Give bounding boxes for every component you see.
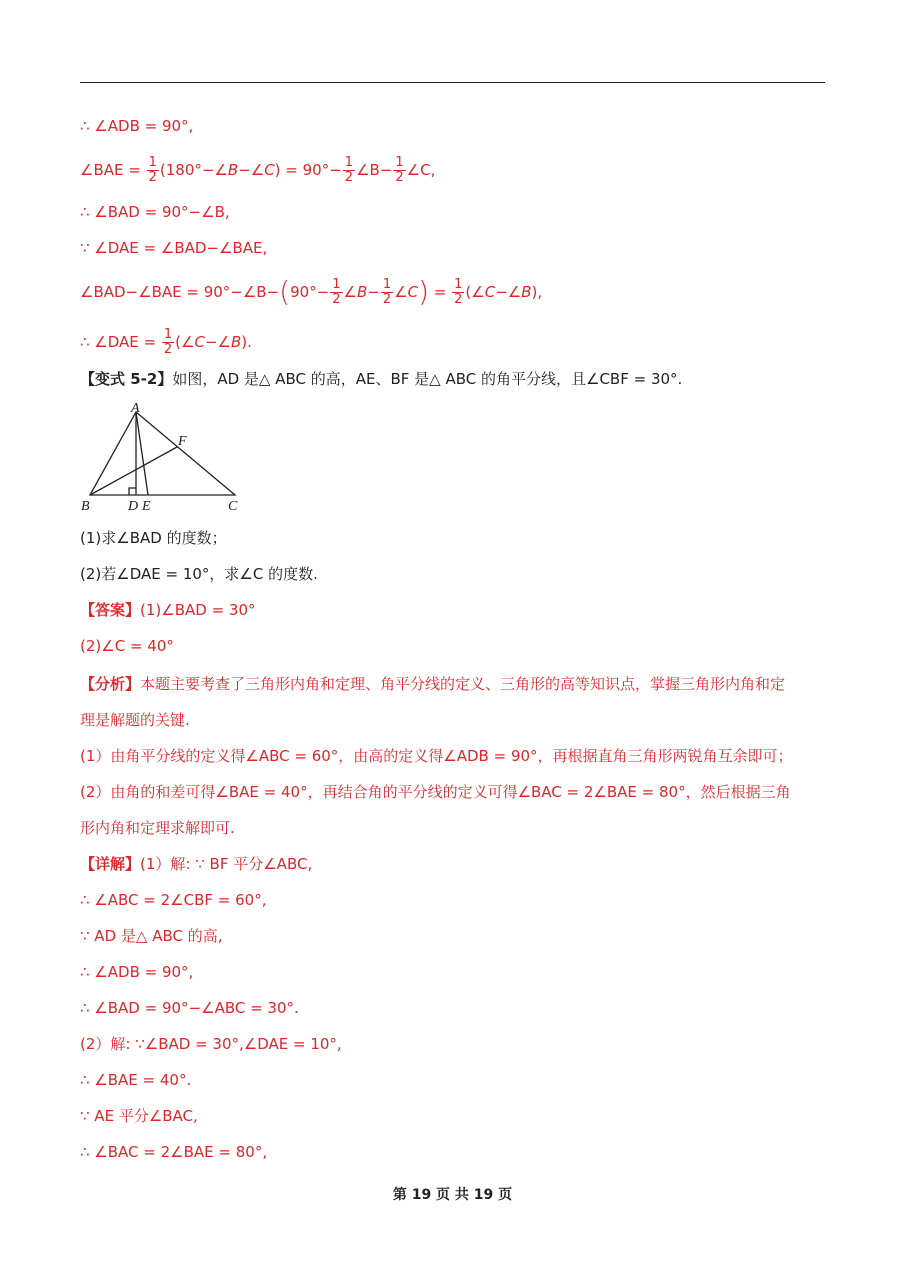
detail-tag: 【详解】 <box>80 855 141 873</box>
header-rule <box>80 82 825 83</box>
detail-5: ∴ ∠BAD = 90°−∠ABC = 30°. <box>80 999 299 1017</box>
detail-6: (2）解: ∵∠BAD = 30°,∠DAE = 10°, <box>80 1035 342 1053</box>
fraction: $\frac{1}{2}$ <box>332 277 341 307</box>
fraction: $\frac{1}{2}$ <box>163 327 173 357</box>
fraction: $\frac{1}{2}$ <box>454 277 463 307</box>
fraction: $\frac{1}{2}$ <box>148 155 157 185</box>
detail-2: ∴ ∠ABC = 2∠CBF = 60°, <box>80 891 267 909</box>
right-angle-mark <box>129 488 136 495</box>
step-bad: ∴ ∠BAD = 90°−∠B, <box>80 203 230 221</box>
label-f: F <box>178 434 187 449</box>
fraction: $\frac{1}{2}$ <box>344 155 354 185</box>
page-footer: 第 19 页 共 19 页 <box>392 1187 513 1203</box>
fraction: $\frac{1}{2}$ <box>382 277 392 307</box>
analysis-2: 理是解题的关键. <box>80 711 190 729</box>
detail-3: ∵ AD 是△ ABC 的高, <box>80 927 223 945</box>
step-dae-diff: ∵ ∠DAE = ∠BAD−∠BAE, <box>80 239 268 257</box>
variant-tag: 【变式 5-2】 <box>80 370 173 388</box>
step-adb-90: ∴ ∠ADB = 90°, <box>80 117 194 135</box>
problem-statement: 【变式 5-2】如图，AD 是△ ABC 的高，AE、BF 是△ ABC 的角平分线，且∠CBF = 30°. <box>80 370 683 388</box>
step-bae-formula: ∠BAE = $\frac{1}{2}$ (180°−∠B−∠C) = 90°− $\frac{1}{2}$ ∠B− $\frac{1}{2}$ ∠C, <box>80 155 436 185</box>
detail-4: ∴ ∠ADB = 90°, <box>80 963 194 981</box>
analysis-1: 【分析】本题主要考查了三角形内角和定理、角平分线的定义、三角形的高等知识点，掌握三角形内角和定 <box>80 675 786 693</box>
analysis-tag: 【分析】 <box>80 675 141 693</box>
analysis-4: (2）由角的和差可得∠BAE = 40°，再结合角的平分线的定义可得∠BAC = 2∠BAE = 80°，然后根据三角 <box>80 783 791 801</box>
step-dae-result: ∴ ∠DAE = $\frac{1}{2}$ (∠C−∠B). <box>80 327 252 357</box>
triangle-figure <box>78 400 248 515</box>
bisector-ae <box>136 412 148 495</box>
label-a: A <box>131 401 140 416</box>
answer-2: (2)∠C = 40° <box>80 637 174 655</box>
analysis-3: (1）由角平分线的定义得∠ABC = 60°，由高的定义得∠ADB = 90°，再根据直角三角形两锐角互余即可； <box>80 747 793 765</box>
label-d: D <box>128 499 139 514</box>
question-1: (1)求∠BAD 的度数； <box>80 529 227 547</box>
detail-1: 【详解】(1）解: ∵ BF 平分∠ABC, <box>80 855 313 873</box>
label-e: E <box>142 499 151 514</box>
answer-1: 【答案】(1)∠BAD = 30° <box>80 601 256 619</box>
detail-8: ∵ AE 平分∠BAC, <box>80 1107 198 1125</box>
detail-7: ∴ ∠BAE = 40°. <box>80 1071 192 1089</box>
step-bad-bae-calc: ∠BAD−∠BAE = 90°−∠B−(90°− $\frac{1}{2}$ ∠B− $\frac{1}{2}$ ∠C) = $\frac{1}{2}$ (∠C−∠B), <box>80 275 543 308</box>
question-2: (2)若∠DAE = 10°，求∠C 的度数. <box>80 565 318 583</box>
label-c: C <box>228 499 238 514</box>
fraction: $\frac{1}{2}$ <box>395 155 404 185</box>
answer-tag: 【答案】 <box>80 601 141 619</box>
detail-9: ∴ ∠BAC = 2∠BAE = 80°, <box>80 1143 268 1161</box>
label-b: B <box>81 499 90 514</box>
analysis-5: 形内角和定理求解即可. <box>80 819 235 837</box>
